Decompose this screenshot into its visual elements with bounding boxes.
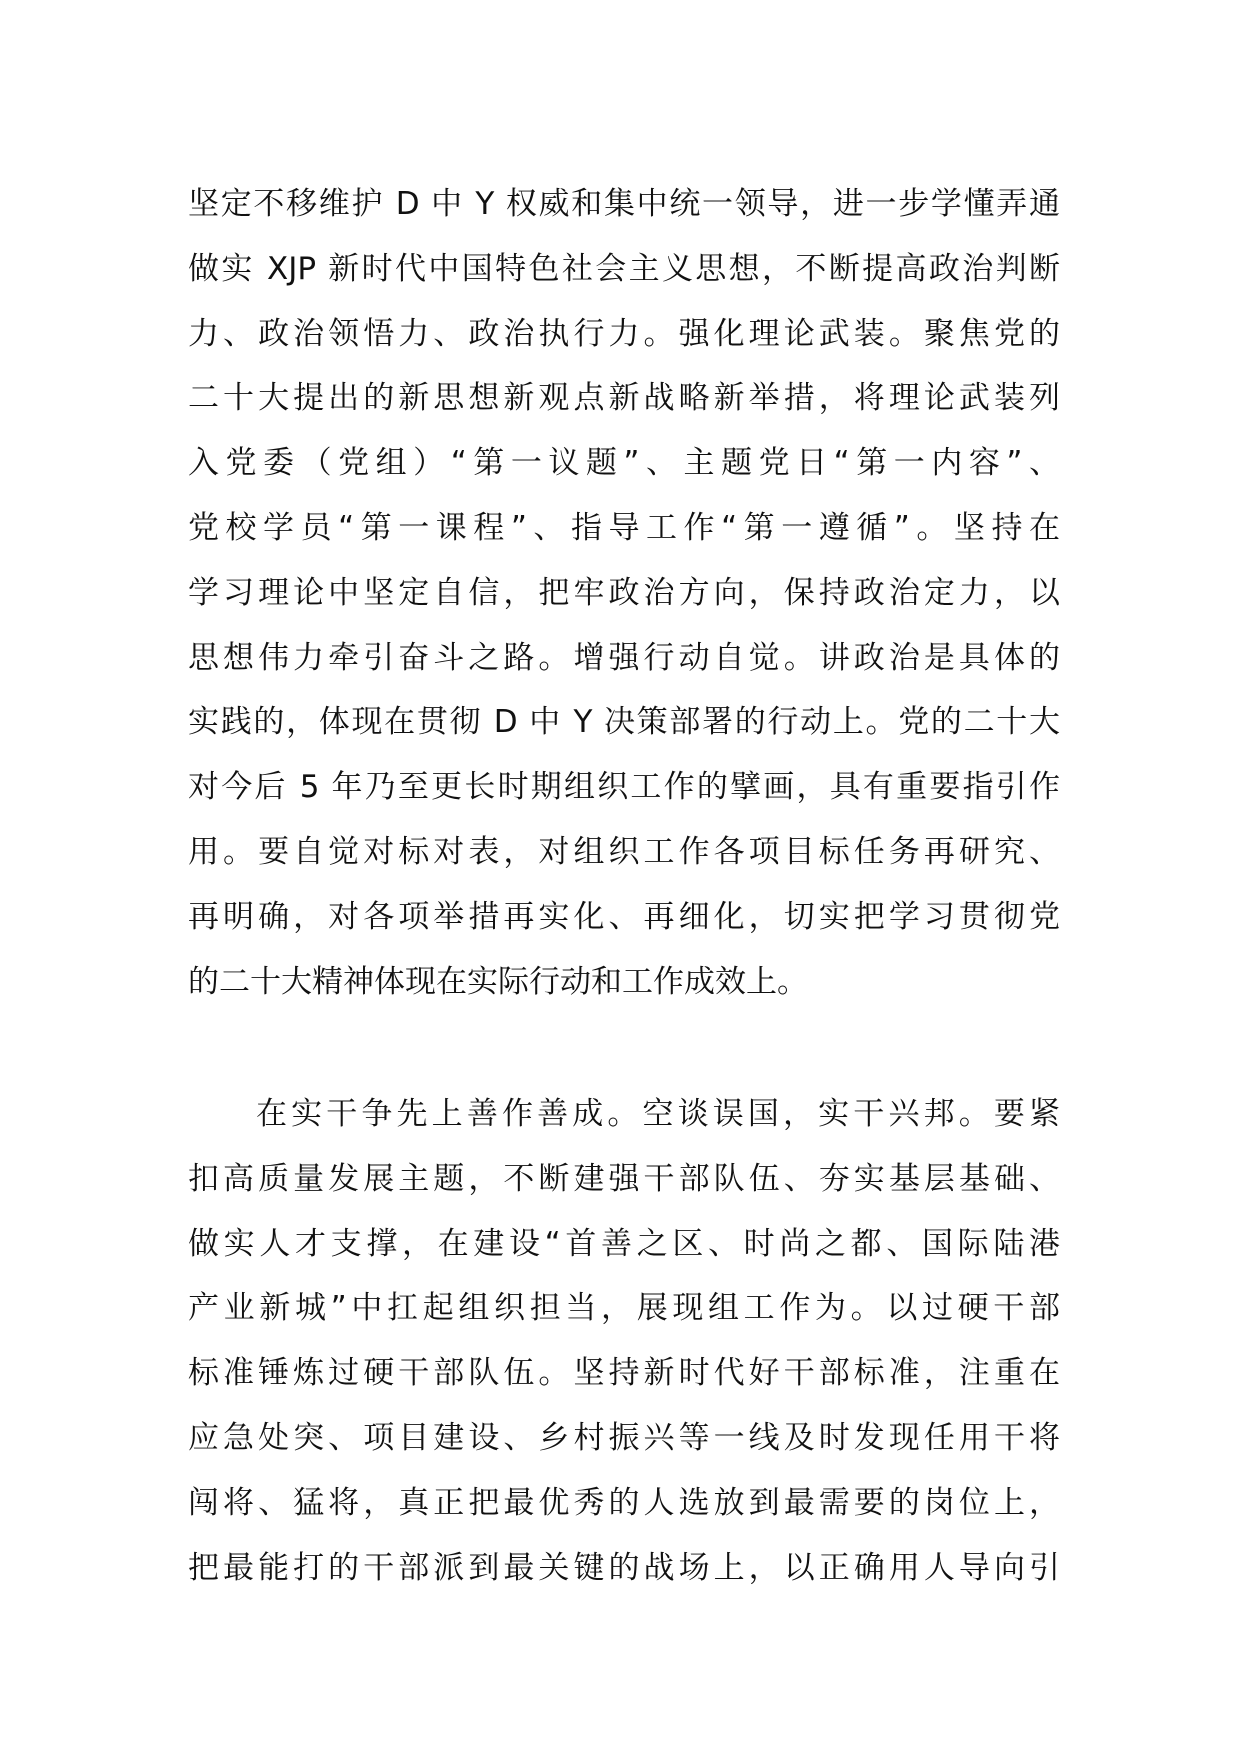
paragraph-line: 做实人才支撑，在建设“首善之区、时尚之都、国际陆港 (188, 1225, 1060, 1262)
paragraph-line: 对今后 5 年乃至更长时期组织工作的擘画，具有重要指引作 (188, 769, 1060, 806)
paragraph-1 (188, 172, 1060, 1014)
paragraph-line: 把最能打的干部派到最关键的战场上，以正确用人导向引 (188, 1549, 1060, 1586)
paragraph-line: 应急处突、项目建设、乡村振兴等一线及时发现任用干将 (188, 1419, 1060, 1456)
paragraph-line: 思想伟力牵引奋斗之路。增强行动自觉。讲政治是具体的 (188, 639, 1060, 676)
paragraph-line: 坚定不移维护 D 中 Y 权威和集中统一领导，进一步学懂弄通 (188, 186, 1060, 222)
paragraph-line: 闯将、猛将，真正把最优秀的人选放到最需要的岗位上， (188, 1484, 1060, 1521)
paragraph-line: 扣高质量发展主题，不断建强干部队伍、夯实基层基础、 (188, 1160, 1060, 1197)
paragraph-2 (188, 1082, 1060, 1600)
paragraph-line: 做实 XJP 新时代中国特色社会主义思想，不断提高政治判断 (188, 250, 1060, 287)
paragraph-line: 党校学员“第一课程”、指导工作“第一遵循”。坚持在 (188, 509, 1060, 546)
paragraph-line: 的二十大精神体现在实际行动和工作成效上。 (188, 963, 808, 1000)
paragraph-line: 再明确，对各项举措再实化、再细化，切实把学习贯彻党 (188, 898, 1060, 935)
paragraph-line: 二十大提出的新思想新观点新战略新举措，将理论武装列 (188, 380, 1060, 417)
paragraph-line: 用。要自觉对标对表，对组织工作各项目标任务再研究、 (188, 833, 1060, 870)
paragraph-line: 入党委（党组）“第一议题”、主题党日“第一内容”、 (188, 445, 1060, 482)
paragraph-line: 标准锤炼过硬干部队伍。坚持新时代好干部标准，注重在 (188, 1355, 1060, 1392)
paragraph-line: 在实干争先上善作善成。空谈误国，实干兴邦。要紧 (256, 1096, 1060, 1132)
paragraph-line: 产业新城”中扛起组织担当，展现组工作为。以过硬干部 (188, 1290, 1060, 1327)
paragraph-line: 力、政治领悟力、政治执行力。强化理论武装。聚焦党的 (188, 315, 1060, 352)
paragraph-line: 实践的，体现在贯彻 D 中 Y 决策部署的行动上。党的二十大 (188, 704, 1060, 741)
paragraph-line: 学习理论中坚定自信，把牢政治方向，保持政治定力，以 (188, 574, 1060, 611)
